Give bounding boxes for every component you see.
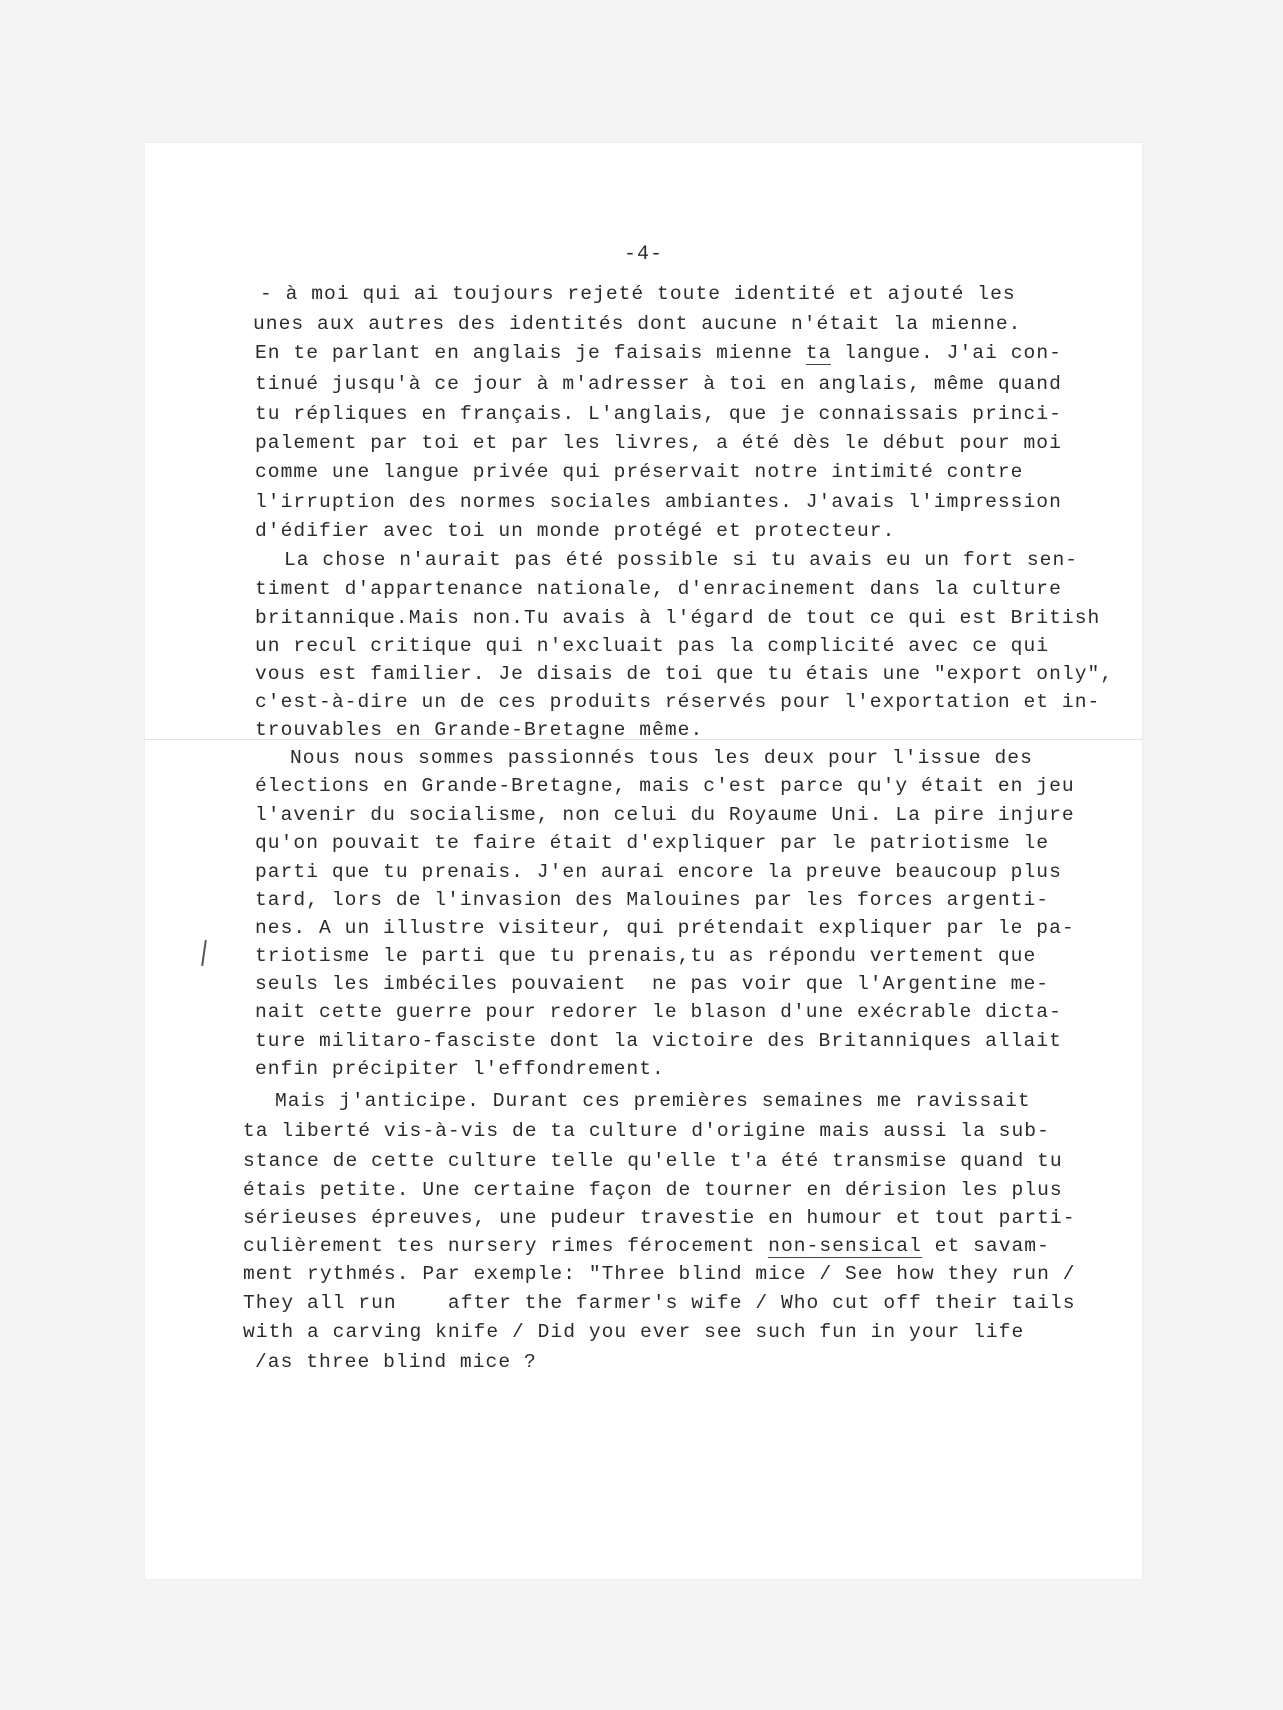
text-line: tu répliques en français. L'anglais, que je connaissais princi- [255,403,1062,425]
text-span: langue. J'ai con- [831,342,1062,364]
text-line: enfin précipiter l'effondrement. [255,1058,665,1080]
underlined-word: ta [805,342,832,364]
text-line: palement par toi et par les livres, a été dès le début pour moi [255,432,1062,454]
text-line: They all run after the farmer's wife / Who cut off their tails [243,1292,1076,1314]
paste-seam [145,739,1142,742]
text-line: c'est-à-dire un de ces produits réservés pour l'exportation et in- [255,691,1101,713]
text-line: La chose n'aurait pas été possible si tu avais eu un fort sen- [284,549,1079,571]
text-line: comme une langue privée qui préservait notre intimité contre [255,461,1024,483]
text-line: Nous nous sommes passionnés tous les deux pour l'issue des [290,747,1033,769]
text-line: sérieuses épreuves, une pudeur travestie en humour et tout parti- [243,1207,1076,1229]
text-line: seuls les imbéciles pouvaient ne pas voir que l'Argentine me- [255,973,1050,995]
text-line: unes aux autres des identités dont aucune n'était la mienne. [253,313,1022,335]
text-line: ture militaro-fasciste dont la victoire des Britanniques allait [255,1030,1062,1052]
text-line: l'avenir du socialisme, non celui du Royaume Uni. La pire injure [255,804,1075,826]
text-line: tinué jusqu'à ce jour à m'adresser à toi en anglais, même quand [255,373,1062,395]
text-line: ment rythmés. Par exemple: "Three blind mice / See how they run / [243,1263,1076,1285]
text-line: - à moi qui ai toujours rejeté toute identité et ajouté les [260,283,1016,305]
text-line: timent d'appartenance nationale, d'enracinement dans la culture [255,578,1062,600]
text-line: ta liberté vis-à-vis de ta culture d'origine mais aussi la sub- [243,1120,1050,1142]
text-line: nes. A un illustre visiteur, qui prétendait expliquer par le pa- [255,917,1075,939]
underlined-word: non-sensical [768,1235,922,1257]
text-line: britannique.Mais non.Tu avais à l'égard de tout ce qui est British [255,607,1101,629]
text-line: d'édifier avec toi un monde protégé et protecteur. [255,520,896,542]
text-line: étais petite. Une certaine façon de tourner en dérision les plus [243,1179,1063,1201]
text-line: parti que tu prenais. J'en aurai encore la preuve beaucoup plus [255,861,1062,883]
text-line: vous est familier. Je disais de toi que tu étais une "export only", [255,663,1114,685]
text-line: stance de cette culture telle qu'elle t'a été transmise quand tu [243,1150,1063,1172]
text-line: l'irruption des normes sociales ambiantes. J'avais l'impression [255,491,1062,513]
pen-mark [201,940,207,966]
text-line: /as three blind mice ? [255,1351,537,1373]
text-line: un recul critique qui n'excluait pas la complicité avec ce qui [255,635,1050,657]
text-line: nait cette guerre pour redorer le blason d'une exécrable dicta- [255,1001,1062,1023]
text-span: et savam- [921,1235,1050,1257]
text-span: culièrement tes nursery rimes férocement [243,1235,769,1257]
text-line: triotisme le parti que tu prenais,tu as répondu vertement que [255,945,1037,967]
typed-page [145,143,1142,1579]
text-line [255,344,1062,364]
text-span: En te parlant en anglais je faisais mienne [255,342,806,364]
text-line: élections en Grande-Bretagne, mais c'est parce qu'y était en jeu [255,775,1075,797]
text-line: trouvables en Grande-Bretagne même. [255,719,704,741]
text-line: with a carving knife / Did you ever see such fun in your life [243,1321,1025,1343]
text-line: tard, lors de l'invasion des Malouines par les forces argenti- [255,889,1050,911]
text-line: qu'on pouvait te faire était d'expliquer par le patriotisme le [255,832,1050,854]
page-number: -4- [623,243,663,266]
text-line [243,1237,1050,1257]
text-line: Mais j'anticipe. Durant ces premières semaines me ravissait [275,1090,1031,1112]
